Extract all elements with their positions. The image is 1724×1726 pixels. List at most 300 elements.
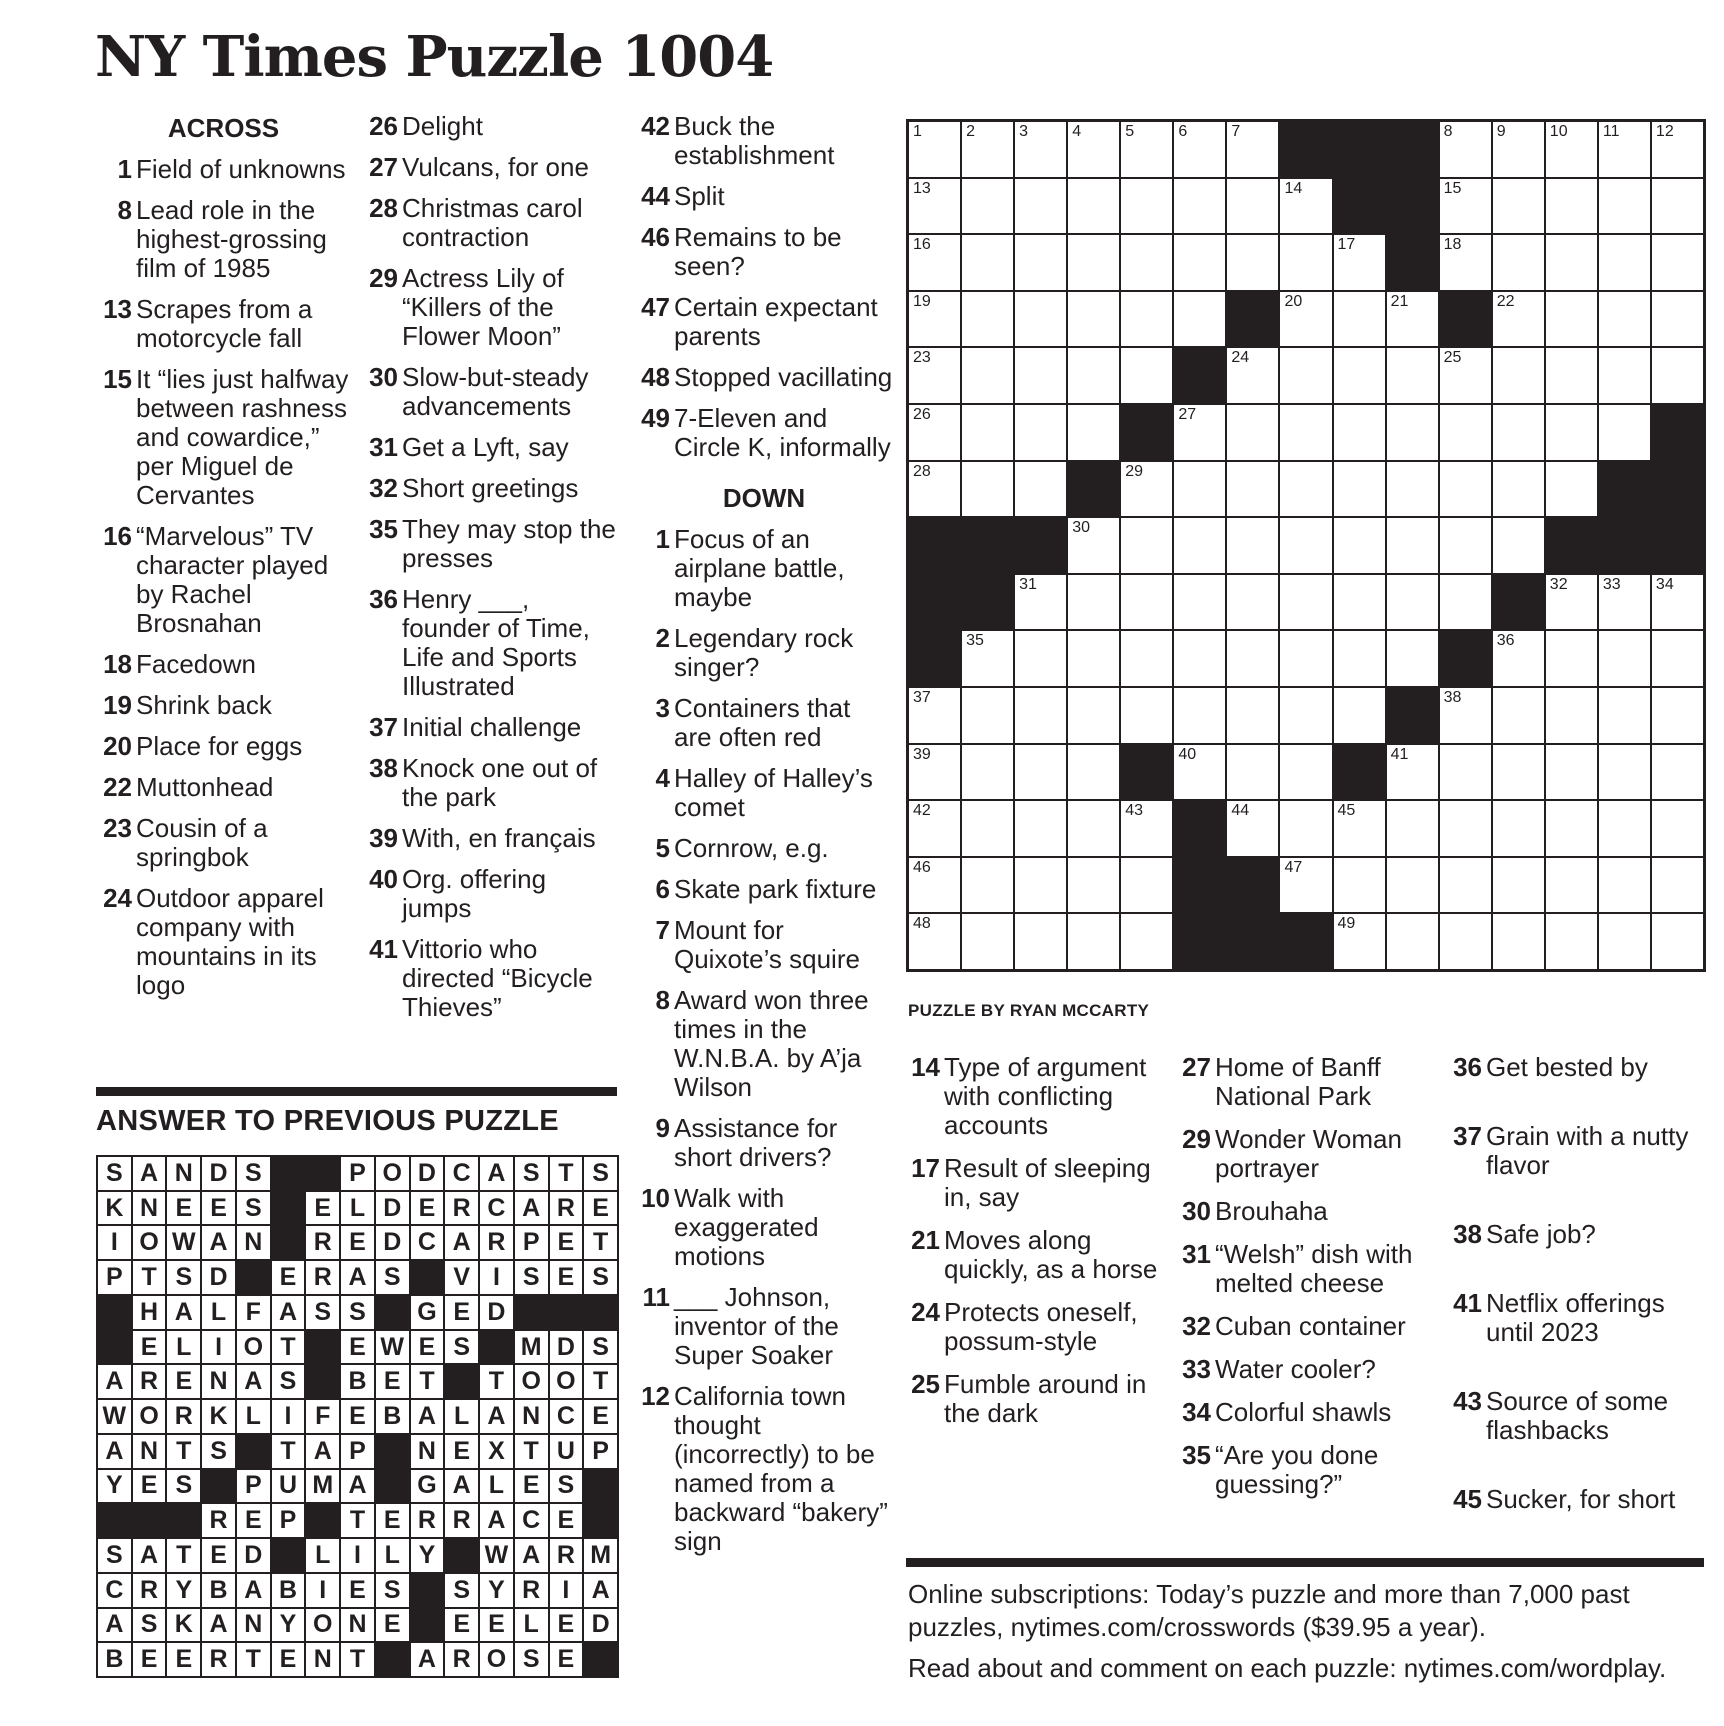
grid-cell[interactable]	[1174, 688, 1225, 743]
answer-letter: E	[550, 1504, 583, 1537]
clue-number: 16	[103, 521, 132, 551]
grid-cell[interactable]	[1599, 179, 1650, 234]
grid-cell[interactable]	[1652, 575, 1703, 630]
grid-cell[interactable]	[1227, 575, 1278, 630]
grid-cell[interactable]	[1121, 462, 1172, 517]
grid-cell[interactable]	[1280, 179, 1331, 234]
clue-text: Actress Lily of “Killers of the Flower Moon”	[402, 263, 564, 351]
grid-cell[interactable]	[1493, 235, 1544, 290]
down-clue-17	[904, 1154, 1166, 1212]
grid-cell[interactable]	[1227, 745, 1278, 800]
clue-number: 18	[103, 649, 132, 679]
answer-letter: S	[376, 1574, 409, 1607]
grid-cell[interactable]	[1440, 405, 1491, 460]
grid-cell[interactable]	[1227, 235, 1278, 290]
grid-cell[interactable]	[1280, 631, 1331, 686]
grid-cell[interactable]	[1121, 518, 1172, 573]
clue-text: Grain with a nutty flavor	[1486, 1121, 1689, 1180]
grid-cell[interactable]	[1652, 745, 1703, 800]
grid-cell[interactable]	[1121, 914, 1172, 969]
clue-number: 44	[641, 181, 670, 211]
answer-letter: E	[445, 1296, 478, 1329]
grid-cell[interactable]	[1493, 858, 1544, 913]
grid-cell[interactable]	[1334, 688, 1385, 743]
grid-cell[interactable]	[1280, 518, 1331, 573]
grid-cell[interactable]	[1440, 518, 1491, 573]
across-clue-26	[362, 112, 622, 141]
answer-letter: E	[550, 1643, 583, 1676]
grid-cell[interactable]	[962, 348, 1013, 403]
grid-block	[1121, 405, 1172, 460]
grid-cell[interactable]	[1227, 462, 1278, 517]
grid-cell[interactable]	[1652, 348, 1703, 403]
grid-cell[interactable]	[1440, 348, 1491, 403]
grid-cell[interactable]	[1440, 575, 1491, 630]
down-clue-5	[634, 834, 894, 863]
grid-cell[interactable]	[1280, 405, 1331, 460]
grid-cell[interactable]	[1174, 631, 1225, 686]
grid-cell[interactable]	[1174, 179, 1225, 234]
grid-cell[interactable]	[1280, 858, 1331, 913]
answer-block	[584, 1504, 617, 1537]
grid-cell[interactable]	[1280, 235, 1331, 290]
answer-letter: S	[167, 1261, 200, 1294]
grid-cell[interactable]	[1227, 348, 1278, 403]
grid-cell[interactable]	[1068, 575, 1119, 630]
answer-letter: S	[445, 1331, 478, 1364]
grid-cell[interactable]	[1387, 292, 1438, 347]
grid-cell[interactable]	[1280, 292, 1331, 347]
grid-cell[interactable]	[1174, 745, 1225, 800]
grid-cell[interactable]	[1546, 235, 1597, 290]
grid-cell[interactable]	[1652, 631, 1703, 686]
clue-number: 5	[655, 833, 670, 863]
grid-cell[interactable]	[909, 292, 960, 347]
grid-cell[interactable]	[1280, 688, 1331, 743]
clue-text: Walk with exaggerated motions	[674, 1183, 819, 1271]
answer-block	[376, 1470, 409, 1503]
answer-letter: E	[376, 1609, 409, 1642]
grid-cell[interactable]	[1068, 801, 1119, 856]
grid-cell[interactable]	[909, 914, 960, 969]
clue-number: 8	[117, 195, 132, 225]
grid-cell[interactable]	[1015, 292, 1066, 347]
grid-cell[interactable]	[1440, 914, 1491, 969]
grid-cell[interactable]	[1068, 235, 1119, 290]
grid-cell[interactable]	[1387, 858, 1438, 913]
grid-cell[interactable]	[1493, 518, 1544, 573]
clue-number: 42	[641, 111, 670, 141]
grid-cell[interactable]	[1121, 179, 1172, 234]
grid-cell[interactable]	[1174, 235, 1225, 290]
grid-cell[interactable]	[1440, 462, 1491, 517]
grid-cell[interactable]	[1546, 575, 1597, 630]
grid-cell[interactable]	[1227, 688, 1278, 743]
cell-number: 5	[1125, 123, 1135, 140]
grid-cell[interactable]	[1652, 292, 1703, 347]
grid-cell[interactable]	[1174, 518, 1225, 573]
grid-cell[interactable]	[1280, 801, 1331, 856]
grid-cell[interactable]	[1546, 292, 1597, 347]
grid-cell[interactable]	[1652, 801, 1703, 856]
cell-number: 11	[1602, 123, 1620, 140]
grid-cell[interactable]	[1174, 122, 1225, 177]
answer-letter: S	[306, 1296, 339, 1329]
clue-text: Mount for Quixote’s squire	[674, 915, 860, 974]
grid-cell[interactable]	[1599, 631, 1650, 686]
grid-cell[interactable]	[1015, 688, 1066, 743]
grid-cell[interactable]	[1599, 348, 1650, 403]
grid-cell[interactable]	[1546, 179, 1597, 234]
grid-cell[interactable]	[1015, 575, 1066, 630]
grid-cell[interactable]	[1334, 631, 1385, 686]
clue-number: 47	[641, 292, 670, 322]
grid-cell[interactable]	[1652, 914, 1703, 969]
answer-letter: N	[133, 1435, 166, 1468]
grid-cell[interactable]	[909, 745, 960, 800]
clue-text: Muttonhead	[136, 772, 274, 802]
grid-cell[interactable]	[909, 858, 960, 913]
grid-cell[interactable]	[1440, 858, 1491, 913]
clue-text: Get bested by	[1486, 1052, 1648, 1082]
grid-cell[interactable]	[1015, 179, 1066, 234]
answer-block	[584, 1296, 617, 1329]
grid-cell[interactable]	[1015, 405, 1066, 460]
grid-cell[interactable]	[1068, 179, 1119, 234]
answer-letter: A	[98, 1435, 131, 1468]
grid-cell[interactable]	[909, 122, 960, 177]
grid-cell[interactable]	[1068, 745, 1119, 800]
clue-number: 41	[369, 934, 398, 964]
grid-cell[interactable]	[1387, 348, 1438, 403]
clue-number: 46	[641, 222, 670, 252]
answer-letter: R	[445, 1643, 478, 1676]
grid-cell[interactable]	[1387, 575, 1438, 630]
answer-letter: R	[550, 1192, 583, 1225]
grid-cell[interactable]	[962, 688, 1013, 743]
answer-letter: D	[411, 1157, 444, 1190]
answer-letter: U	[272, 1470, 305, 1503]
grid-cell[interactable]	[1121, 292, 1172, 347]
grid-cell[interactable]	[1599, 575, 1650, 630]
grid-cell[interactable]	[962, 801, 1013, 856]
grid-cell[interactable]	[1546, 688, 1597, 743]
grid-cell[interactable]	[962, 122, 1013, 177]
grid-cell[interactable]	[1387, 801, 1438, 856]
clue-number: 10	[641, 1183, 670, 1213]
answer-letter: A	[98, 1365, 131, 1398]
grid-cell[interactable]	[1599, 405, 1650, 460]
grid-cell[interactable]	[1227, 518, 1278, 573]
grid-block	[1121, 745, 1172, 800]
grid-cell[interactable]	[1121, 575, 1172, 630]
grid-cell[interactable]	[1174, 292, 1225, 347]
grid-cell[interactable]	[1121, 801, 1172, 856]
clue-text: Place for eggs	[136, 731, 303, 761]
grid-cell[interactable]	[1546, 348, 1597, 403]
cell-number: 44	[1231, 802, 1250, 820]
grid-cell[interactable]	[1493, 631, 1544, 686]
grid-cell[interactable]	[1546, 122, 1597, 177]
grid-block	[1015, 518, 1066, 573]
grid-block	[1227, 858, 1278, 913]
cell-number: 37	[913, 688, 931, 706]
grid-cell[interactable]	[962, 914, 1013, 969]
grid-cell[interactable]	[1068, 292, 1119, 347]
grid-cell[interactable]	[1493, 745, 1544, 800]
answer-block	[480, 1331, 513, 1364]
answer-letter: F	[306, 1400, 339, 1433]
grid-cell[interactable]	[1334, 914, 1385, 969]
grid-cell[interactable]	[1015, 462, 1066, 517]
grid-cell[interactable]	[1387, 405, 1438, 460]
grid-cell[interactable]	[1387, 518, 1438, 573]
grid-cell[interactable]	[1015, 348, 1066, 403]
clue-number: 21	[911, 1225, 940, 1255]
grid-cell[interactable]	[1121, 348, 1172, 403]
answer-letter: O	[376, 1157, 409, 1190]
answer-letter: A	[133, 1539, 166, 1572]
grid-cell[interactable]	[962, 631, 1013, 686]
clue-text: Source of some flashbacks	[1486, 1386, 1669, 1445]
grid-block	[1546, 518, 1597, 573]
grid-cell[interactable]	[1440, 179, 1491, 234]
grid-cell[interactable]	[1387, 914, 1438, 969]
grid-cell[interactable]	[1015, 745, 1066, 800]
grid-cell[interactable]	[1652, 179, 1703, 234]
grid-cell[interactable]	[909, 462, 960, 517]
answer-letter: I	[550, 1574, 583, 1607]
grid-cell[interactable]	[1015, 235, 1066, 290]
grid-block	[1440, 631, 1491, 686]
grid-cell[interactable]	[1121, 122, 1172, 177]
answer-letter: E	[306, 1192, 339, 1225]
grid-cell[interactable]	[1493, 179, 1544, 234]
grid-cell[interactable]	[1280, 745, 1331, 800]
answer-letter: D	[376, 1192, 409, 1225]
grid-cell[interactable]	[1440, 801, 1491, 856]
grid-cell[interactable]	[1227, 179, 1278, 234]
grid-cell[interactable]	[962, 292, 1013, 347]
answer-letter: E	[445, 1609, 478, 1642]
grid-cell[interactable]	[1227, 801, 1278, 856]
grid-cell[interactable]	[1493, 688, 1544, 743]
grid-cell[interactable]	[1387, 462, 1438, 517]
clue-text: Cornrow, e.g.	[674, 833, 829, 863]
clue-number: 12	[641, 1381, 670, 1411]
grid-cell[interactable]	[1387, 631, 1438, 686]
grid-cell[interactable]	[1652, 122, 1703, 177]
grid-cell[interactable]	[1334, 292, 1385, 347]
grid-cell[interactable]	[1068, 518, 1119, 573]
clue-text: Field of unknowns	[136, 154, 346, 184]
cell-number: 34	[1655, 575, 1674, 593]
grid-cell[interactable]	[909, 801, 960, 856]
grid-cell[interactable]	[1121, 858, 1172, 913]
grid-cell[interactable]	[909, 405, 960, 460]
grid-block	[1387, 122, 1438, 177]
clue-number: 35	[1182, 1440, 1211, 1470]
answer-letter: O	[480, 1643, 513, 1676]
grid-cell[interactable]	[909, 348, 960, 403]
grid-cell[interactable]	[1068, 858, 1119, 913]
clue-text: Delight	[402, 111, 483, 141]
grid-cell[interactable]	[1227, 122, 1278, 177]
grid-cell[interactable]	[1068, 631, 1119, 686]
grid-cell[interactable]	[1334, 801, 1385, 856]
grid-cell[interactable]	[909, 688, 960, 743]
grid-cell[interactable]	[1652, 235, 1703, 290]
clue-text: California town thought (incorrectly) to be named from a backward “bakery” sign	[674, 1381, 888, 1556]
down-clue-21	[904, 1226, 1166, 1284]
across-clue-13	[96, 295, 351, 353]
grid-cell[interactable]	[1121, 235, 1172, 290]
crossword-grid	[906, 119, 1706, 972]
cell-number: 39	[913, 745, 931, 763]
across-clue-30	[362, 363, 622, 421]
grid-cell[interactable]	[1652, 858, 1703, 913]
grid-cell[interactable]	[1493, 122, 1544, 177]
across-clue-19	[96, 691, 351, 720]
answer-block	[98, 1504, 131, 1537]
answer-letter: T	[237, 1643, 270, 1676]
cell-number: 18	[1443, 236, 1462, 254]
grid-block	[1652, 462, 1703, 517]
grid-cell[interactable]	[1493, 462, 1544, 517]
grid-cell[interactable]	[1334, 575, 1385, 630]
grid-cell[interactable]	[1068, 914, 1119, 969]
grid-cell[interactable]	[1280, 462, 1331, 517]
cell-number: 1	[913, 123, 922, 140]
clue-number: 38	[369, 753, 398, 783]
grid-cell[interactable]	[1227, 405, 1278, 460]
grid-cell[interactable]	[909, 179, 960, 234]
clue-text: “Are you done guessing?”	[1215, 1440, 1379, 1499]
down-clue-38	[1446, 1220, 1708, 1249]
across-clue-41	[362, 935, 622, 1022]
grid-cell[interactable]	[1334, 405, 1385, 460]
across-clue-47	[634, 293, 894, 351]
grid-cell[interactable]	[1546, 405, 1597, 460]
grid-cell[interactable]	[1334, 348, 1385, 403]
down-clue-29	[1175, 1125, 1437, 1183]
answer-letter: D	[584, 1609, 617, 1642]
grid-cell[interactable]	[1334, 235, 1385, 290]
grid-cell[interactable]	[1546, 858, 1597, 913]
footer-subscription: Online subscriptions: Today’s puzzle and more than 7,000 past puzzles, nytimes.com/crosswords ($39.95 a year).	[908, 1579, 1630, 1642]
grid-cell[interactable]	[1015, 801, 1066, 856]
grid-cell[interactable]	[962, 405, 1013, 460]
grid-cell[interactable]	[962, 462, 1013, 517]
clue-column-5	[1175, 1053, 1437, 1513]
grid-cell[interactable]	[1652, 688, 1703, 743]
answer-letter: D	[202, 1157, 235, 1190]
answer-block	[550, 1296, 583, 1329]
grid-cell[interactable]	[1334, 462, 1385, 517]
grid-cell[interactable]	[1546, 631, 1597, 686]
answer-letter: A	[480, 1400, 513, 1433]
grid-cell[interactable]	[962, 745, 1013, 800]
grid-cell[interactable]	[1174, 462, 1225, 517]
grid-cell[interactable]	[1493, 801, 1544, 856]
clue-number: 30	[1182, 1196, 1211, 1226]
grid-cell[interactable]	[1174, 405, 1225, 460]
answer-letter: A	[202, 1226, 235, 1259]
grid-cell[interactable]	[1440, 235, 1491, 290]
grid-cell[interactable]	[1387, 745, 1438, 800]
grid-cell[interactable]	[1599, 688, 1650, 743]
clue-number: 25	[911, 1369, 940, 1399]
grid-cell[interactable]	[962, 179, 1013, 234]
grid-cell[interactable]	[1280, 575, 1331, 630]
answer-letter: O	[306, 1609, 339, 1642]
grid-cell[interactable]	[1546, 462, 1597, 517]
grid-cell[interactable]	[1440, 745, 1491, 800]
grid-cell[interactable]	[1174, 575, 1225, 630]
down-clue-27	[1175, 1053, 1437, 1111]
grid-cell[interactable]	[1493, 348, 1544, 403]
grid-cell[interactable]	[1546, 745, 1597, 800]
grid-cell[interactable]	[1493, 292, 1544, 347]
grid-cell[interactable]	[1121, 631, 1172, 686]
grid-cell[interactable]	[1599, 292, 1650, 347]
grid-cell[interactable]	[1068, 405, 1119, 460]
grid-cell[interactable]	[1068, 688, 1119, 743]
grid-cell[interactable]	[1493, 914, 1544, 969]
grid-cell[interactable]	[962, 858, 1013, 913]
grid-cell[interactable]	[1546, 801, 1597, 856]
clue-number: 32	[1182, 1311, 1211, 1341]
cell-number: 26	[913, 405, 931, 423]
answer-letter: H	[133, 1296, 166, 1329]
answer-letter: Y	[272, 1609, 305, 1642]
across-clue-28	[362, 194, 622, 252]
answer-letter: R	[515, 1574, 548, 1607]
grid-cell[interactable]	[1334, 518, 1385, 573]
grid-cell[interactable]	[1068, 122, 1119, 177]
grid-cell[interactable]	[1015, 858, 1066, 913]
grid-cell[interactable]	[1334, 858, 1385, 913]
answer-letter: N	[515, 1400, 548, 1433]
grid-cell[interactable]	[1068, 348, 1119, 403]
answer-letter: A	[480, 1157, 513, 1190]
grid-cell[interactable]	[1440, 688, 1491, 743]
grid-cell[interactable]	[962, 235, 1013, 290]
grid-cell[interactable]	[1440, 122, 1491, 177]
grid-cell[interactable]	[1015, 914, 1066, 969]
answer-letter: A	[237, 1574, 270, 1607]
grid-cell[interactable]	[909, 235, 960, 290]
grid-cell[interactable]	[1546, 914, 1597, 969]
answer-letter: T	[515, 1435, 548, 1468]
answer-letter: L	[515, 1609, 548, 1642]
grid-cell[interactable]	[1280, 348, 1331, 403]
grid-cell[interactable]	[1227, 631, 1278, 686]
grid-cell[interactable]	[1599, 122, 1650, 177]
grid-cell[interactable]	[1599, 914, 1650, 969]
grid-cell[interactable]	[1121, 688, 1172, 743]
answer-letter: O	[237, 1331, 270, 1364]
cell-number: 23	[913, 349, 931, 367]
grid-cell[interactable]	[1493, 405, 1544, 460]
grid-cell[interactable]	[1599, 801, 1650, 856]
grid-cell[interactable]	[1599, 745, 1650, 800]
grid-cell[interactable]	[1599, 235, 1650, 290]
grid-cell[interactable]	[1599, 858, 1650, 913]
grid-cell[interactable]	[1015, 122, 1066, 177]
grid-cell[interactable]	[1015, 631, 1066, 686]
clue-text: Cuban container	[1215, 1311, 1406, 1341]
